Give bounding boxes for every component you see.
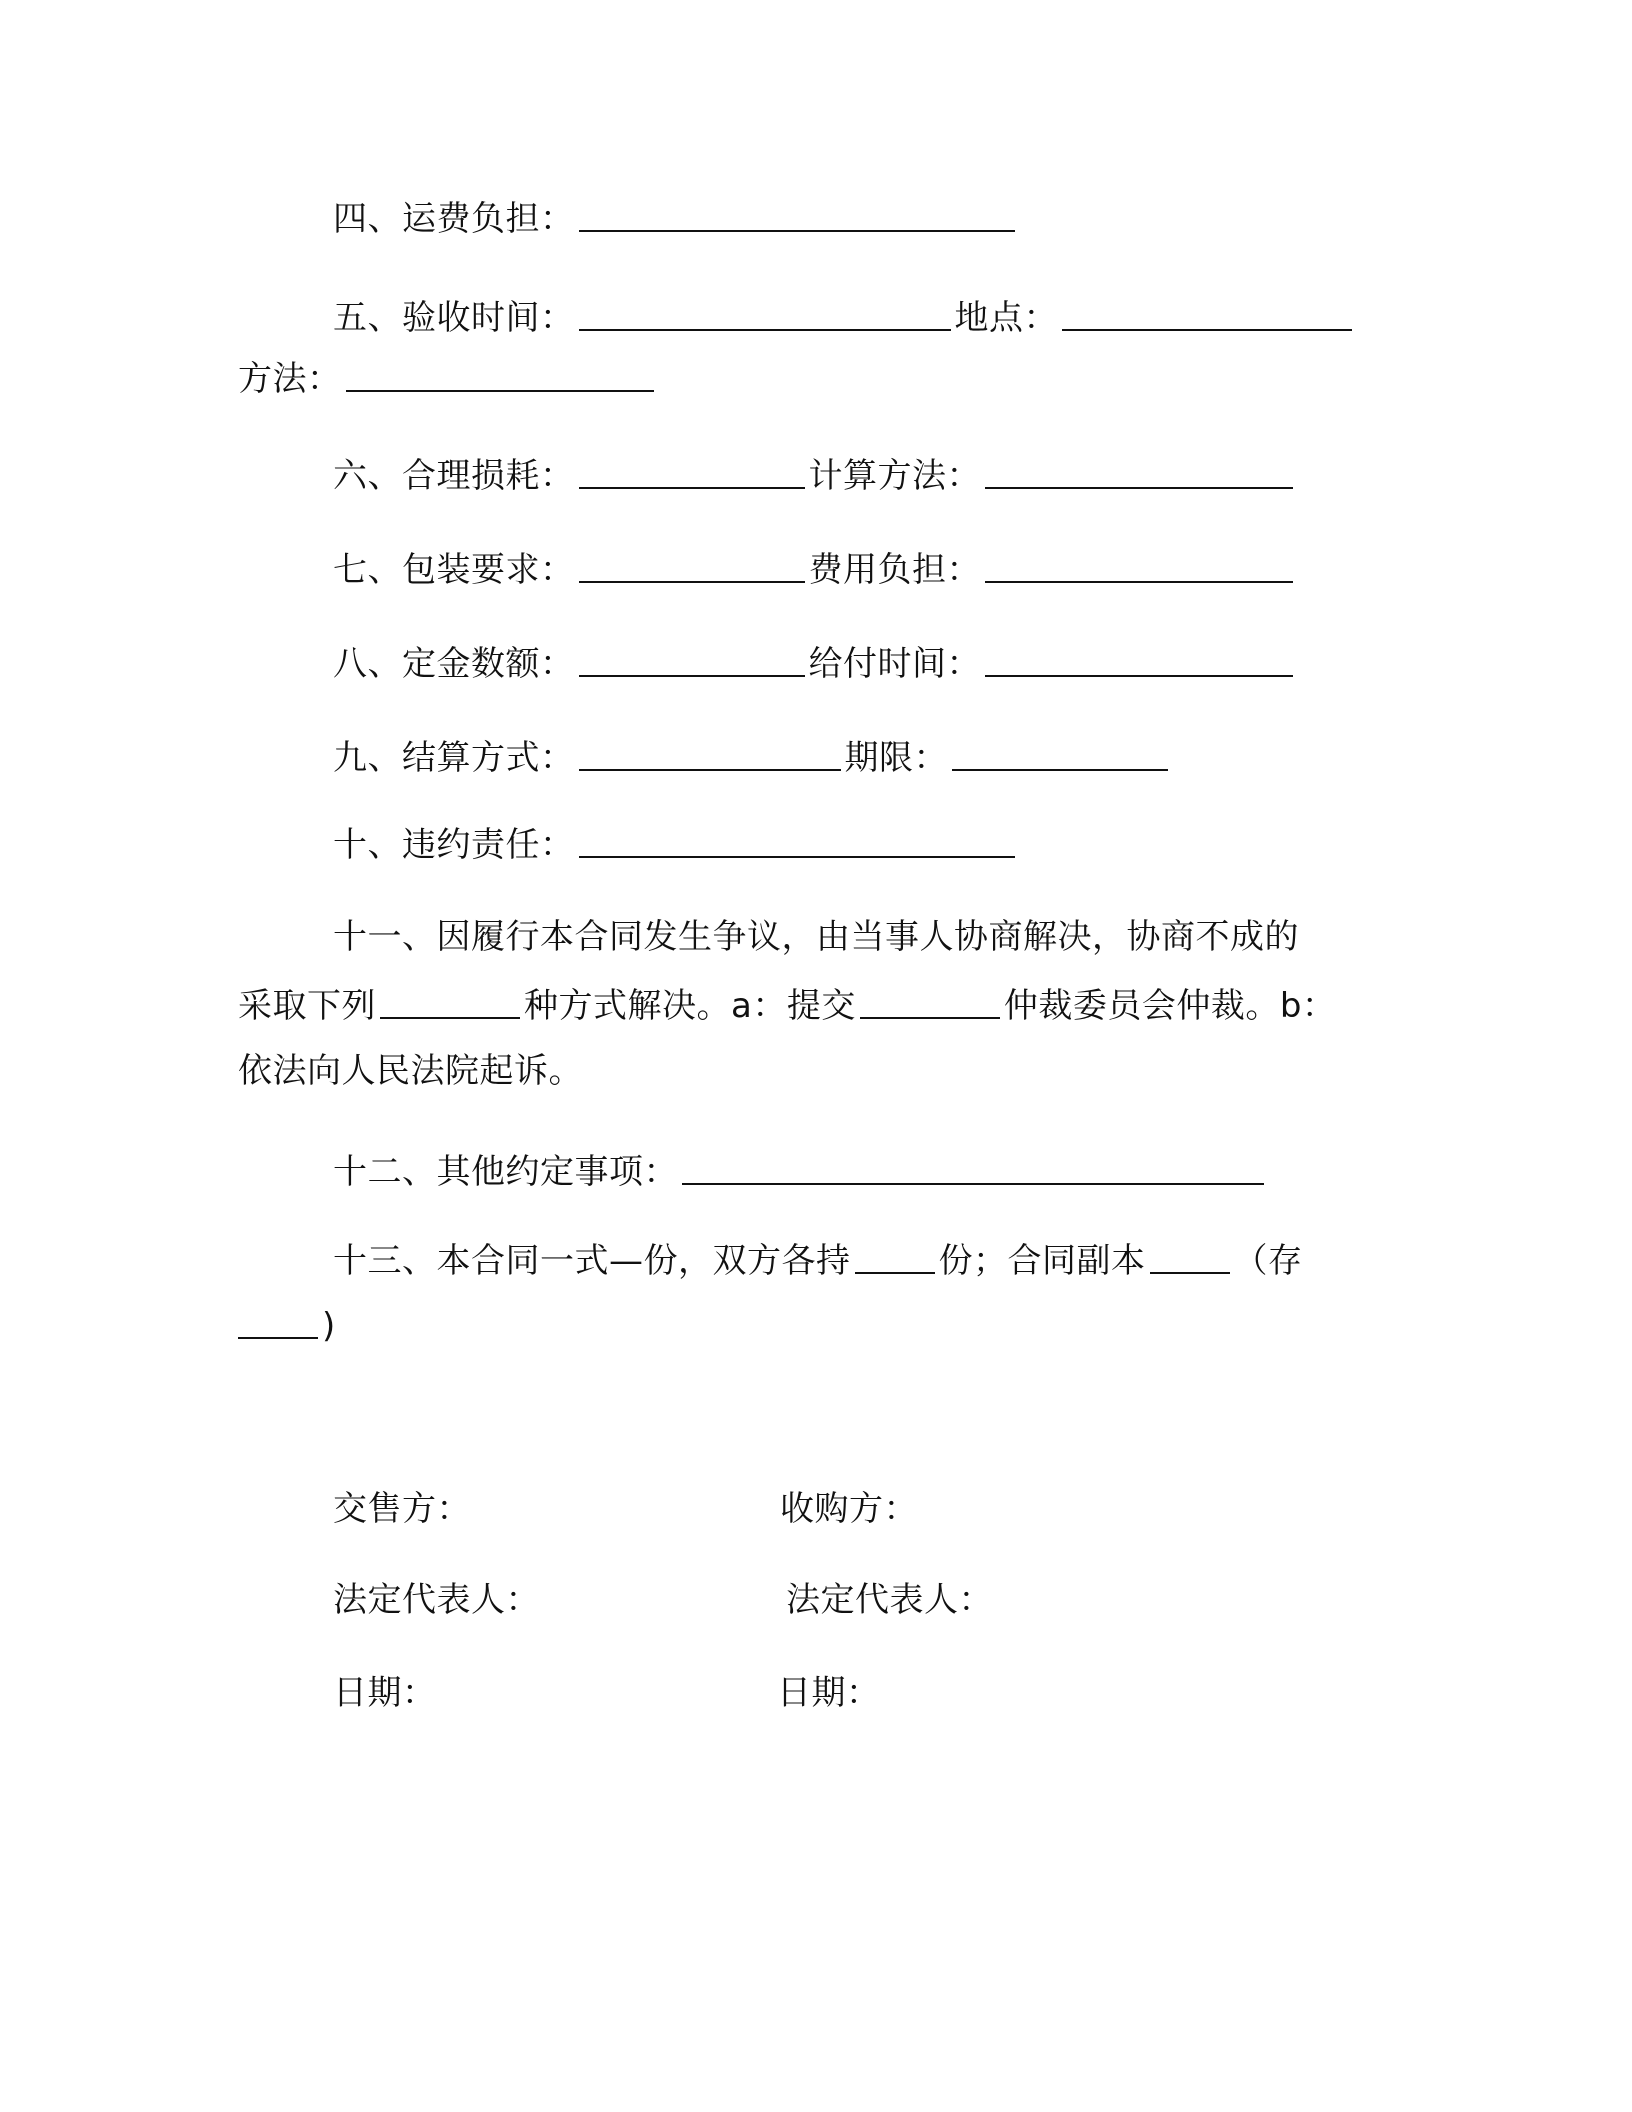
copies-each-blank[interactable]: [855, 1242, 935, 1274]
clause-9-label: 九、结算方式：: [333, 738, 575, 778]
clause-13-text-1c: （存: [1233, 1241, 1303, 1281]
packaging-cost-blank[interactable]: [985, 551, 1293, 583]
calc-method-blank[interactable]: [985, 457, 1293, 489]
clause-13-text-2: ): [322, 1306, 336, 1346]
packaging-blank[interactable]: [579, 551, 805, 583]
clause-10-label: 十、违约责任：: [333, 825, 575, 865]
inspection-time-blank[interactable]: [579, 299, 951, 331]
duplicate-blank[interactable]: [1150, 1242, 1230, 1274]
clause-13-line-2: [238, 1306, 336, 1346]
clause-5: [333, 298, 1356, 338]
clause-4: [333, 199, 1019, 239]
storage-blank[interactable]: [238, 1307, 318, 1339]
clause-11-line-2: [238, 986, 1337, 1026]
clause-11-line-1: [333, 917, 1299, 957]
clause-5-label: 五、验收时间：: [333, 298, 575, 338]
clause-8-time-label: 给付时间：: [808, 644, 981, 684]
clause-9: [333, 738, 1172, 778]
clause-7: [333, 550, 1297, 590]
clause-7-label: 七、包装要求：: [333, 550, 575, 590]
clause-12-label: 十二、其他约定事项：: [333, 1152, 678, 1192]
freight-blank[interactable]: [579, 200, 1015, 232]
clause-8-label: 八、定金数额：: [333, 644, 575, 684]
other-matters-blank[interactable]: [682, 1153, 1264, 1185]
clause-11-text-2a: 采取下列: [238, 986, 376, 1026]
clause-4-label: 四、运费负担：: [333, 199, 575, 239]
arbitration-blank[interactable]: [860, 987, 1000, 1019]
buyer-date-label: 日期：: [777, 1673, 881, 1713]
clause-6: [333, 456, 1297, 496]
loss-blank[interactable]: [579, 457, 805, 489]
clause-11-text-2c: 仲裁委员会仲裁。b：: [1003, 986, 1337, 1026]
clause-11-text-1: 十一、因履行本合同发生争议，由当事人协商解决，协商不成的: [333, 917, 1299, 957]
term-blank[interactable]: [952, 739, 1168, 771]
clause-10: [333, 825, 1019, 865]
deposit-blank[interactable]: [579, 645, 805, 677]
clause-13-text-1b: 份；合同副本: [938, 1241, 1146, 1281]
payment-time-blank[interactable]: [985, 645, 1293, 677]
clause-13-line-1: [333, 1241, 1303, 1281]
clause-9-term-label: 期限：: [844, 738, 948, 778]
clause-5-method-label: 方法：: [238, 359, 342, 399]
clause-6-calc-label: 计算方法：: [808, 456, 981, 496]
liability-blank[interactable]: [579, 826, 1015, 858]
inspection-location-blank[interactable]: [1062, 299, 1352, 331]
clause-8: [333, 644, 1297, 684]
seller-label: 交售方：: [333, 1489, 471, 1529]
buyer-rep-label: 法定代表人：: [786, 1580, 993, 1620]
seller-date-label: 日期：: [333, 1673, 437, 1713]
inspection-method-blank[interactable]: [346, 360, 654, 392]
clause-13-text-1a: 十三、本合同一式—份，双方各持: [333, 1241, 851, 1281]
clause-7-cost-label: 费用负担：: [808, 550, 981, 590]
clause-12: [333, 1152, 1268, 1192]
clause-5-location-label: 地点：: [954, 298, 1058, 338]
clause-6-label: 六、合理损耗：: [333, 456, 575, 496]
settlement-blank[interactable]: [579, 739, 841, 771]
method-count-blank[interactable]: [380, 987, 520, 1019]
clause-5-line-2: [238, 359, 658, 399]
seller-rep-label: 法定代表人：: [333, 1580, 540, 1620]
buyer-label: 收购方：: [780, 1489, 918, 1529]
clause-11-line-3: [238, 1051, 583, 1091]
clause-11-text-3: 依法向人民法院起诉。: [238, 1051, 583, 1091]
clause-11-text-2b: 种方式解决。a：提交: [524, 986, 856, 1026]
